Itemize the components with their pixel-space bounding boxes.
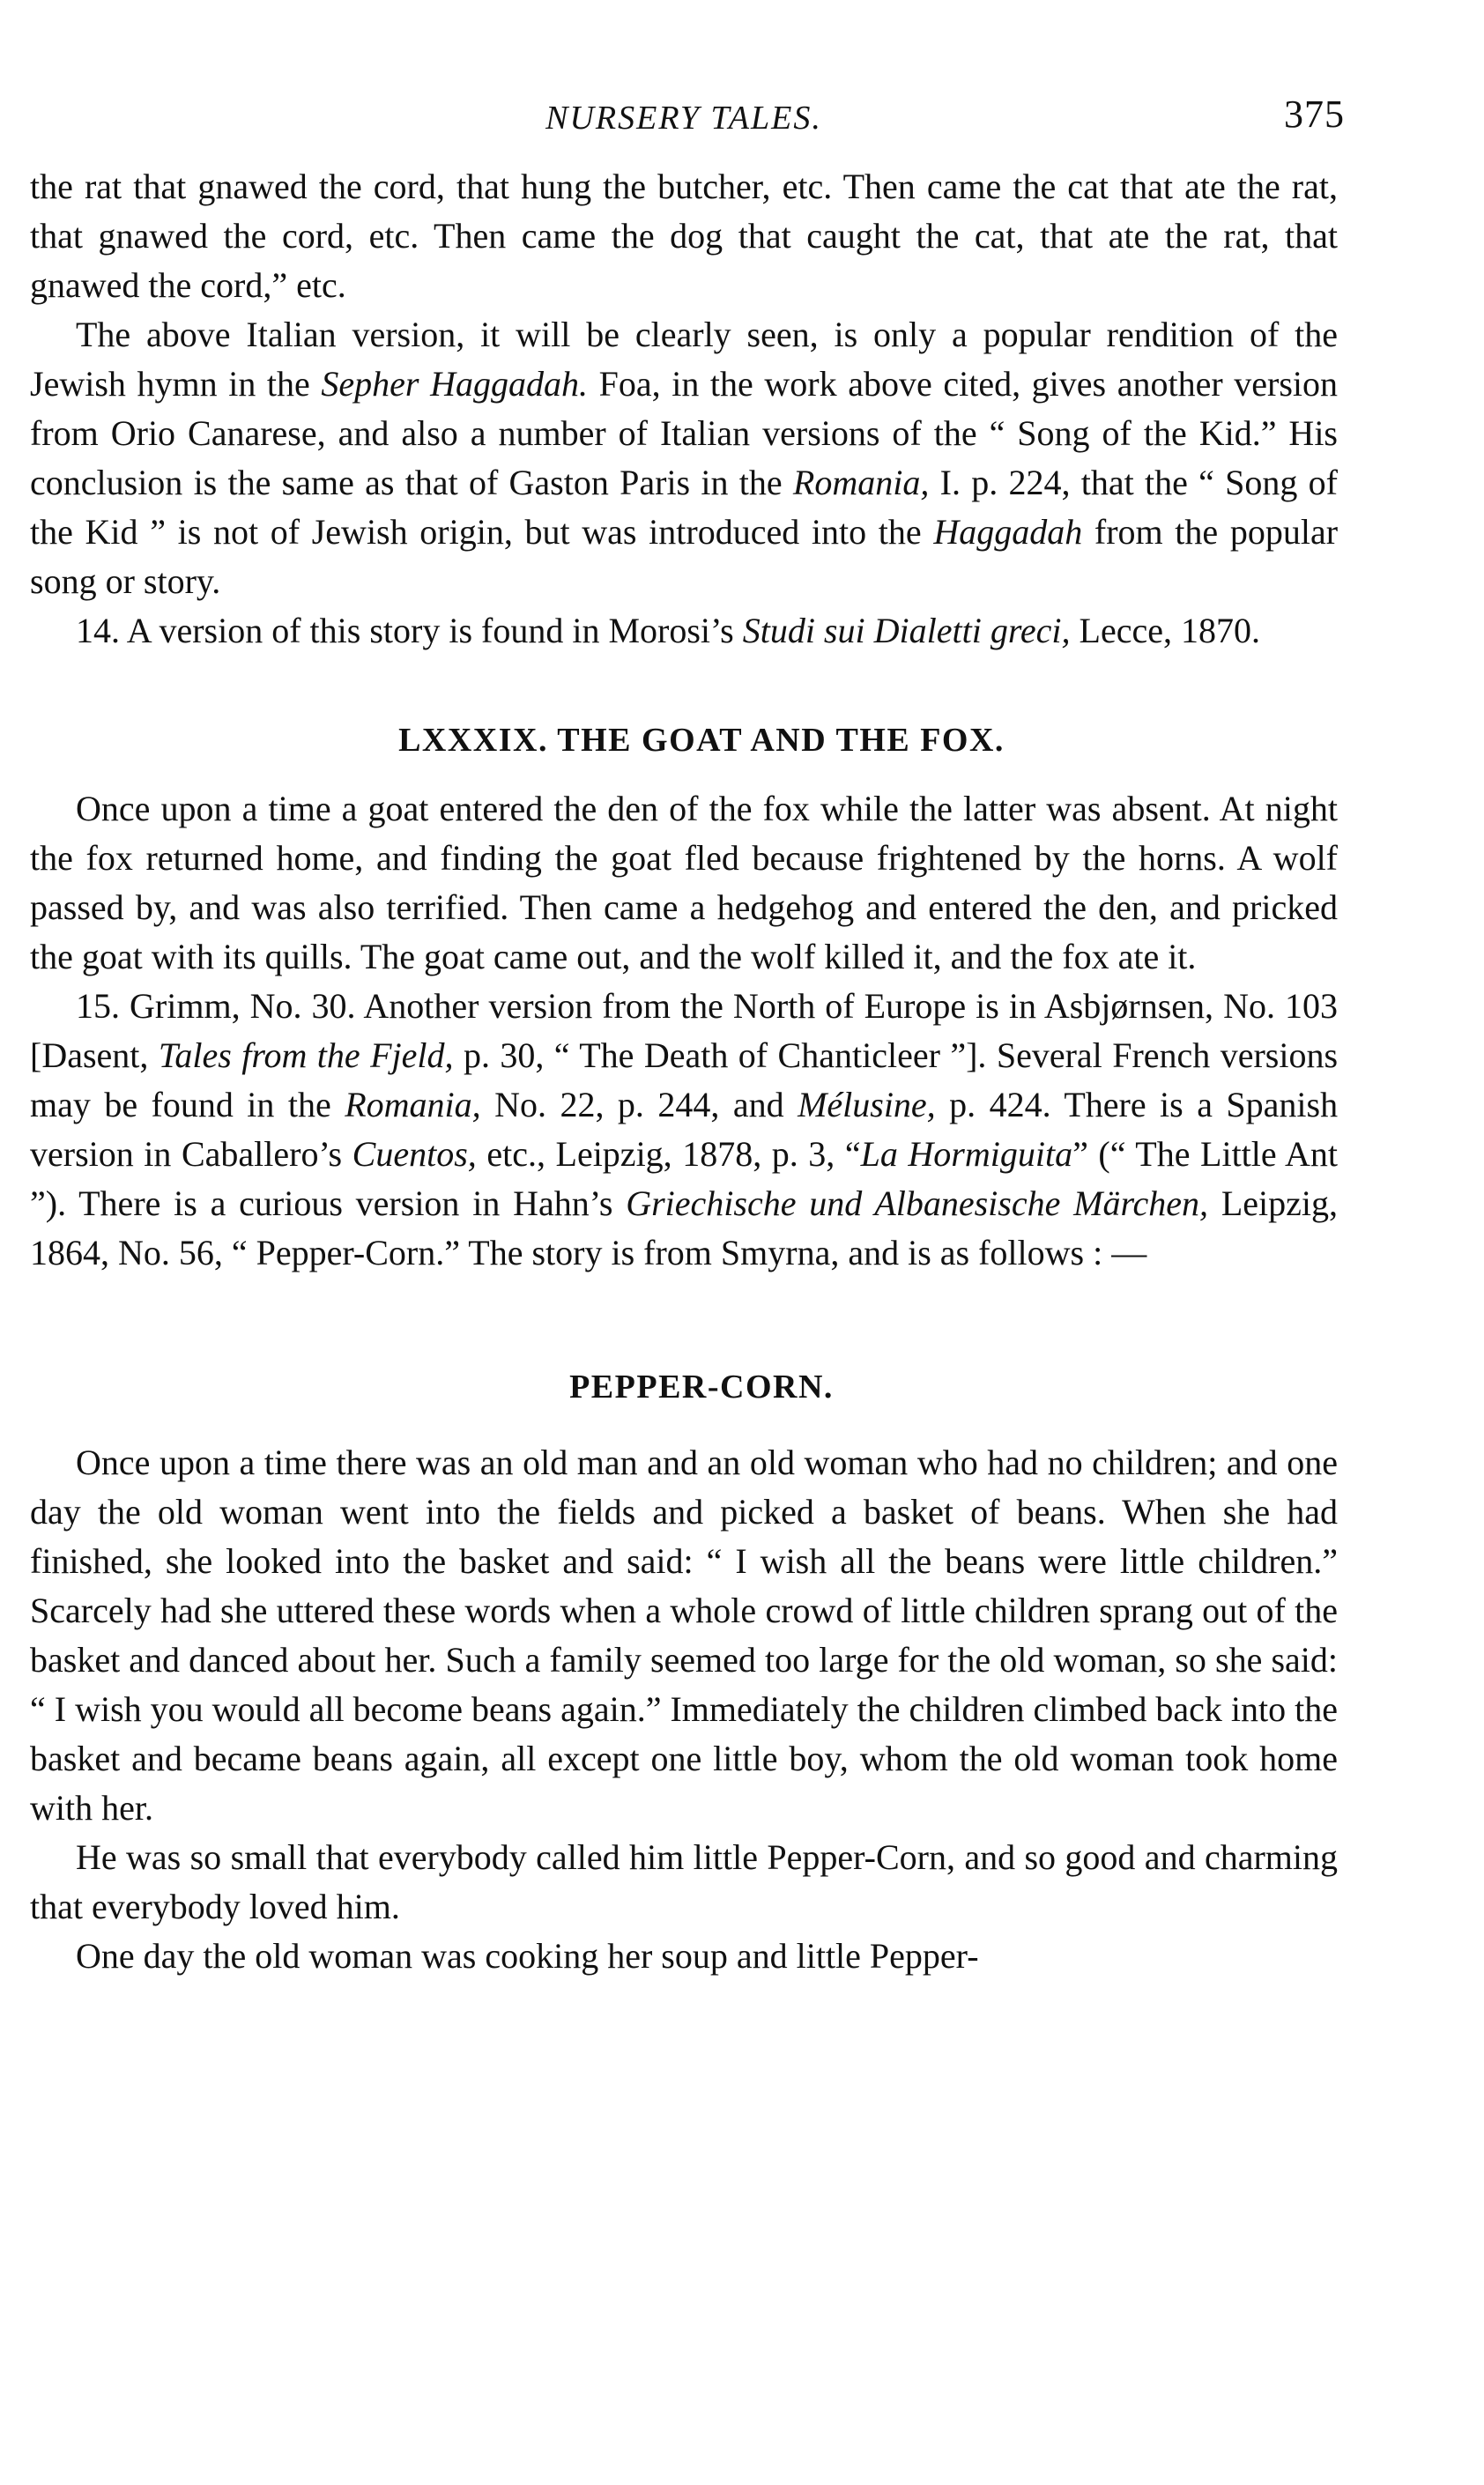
note-14: 14. A version of this story is found in Morosi’s Studi sui Dialetti greci, Lecce, 1870. <box>76 611 1260 650</box>
book-page <box>30 88 1345 1981</box>
title-sepher-haggadah: Sepher Haggadah. <box>321 364 588 404</box>
page-header <box>30 88 1345 162</box>
page-number: 375 <box>1284 93 1345 136</box>
section-title-pepper-corn: PEPPER-CORN. <box>569 1369 834 1406</box>
title-cuentos: Cuentos, <box>352 1134 477 1174</box>
paragraph-pepper-corn-2: He was so small that everybody called him little Pepper-Corn, and so good and charming that everybody loved him. <box>30 1837 1338 1926</box>
title-melusine: Mélusine, <box>798 1085 936 1124</box>
paragraph-continuation: the rat that gnawed the cord, that hung the butcher, etc. Then came the cat that ate the rat, that gnawed the cord, etc. Then came the dog that caught the cat, that ate the rat, that gnawed the cord,” etc. <box>30 167 1338 305</box>
title-tales-from-the-fjeld: Tales from the Fjeld, <box>158 1035 454 1075</box>
running-title: NURSERY TALES. <box>545 100 822 137</box>
note-15: 15. Grimm, No. 30. Another version from the North of Europe is in Asbjørnsen, No. 103 [Dasent, Tales from the Fjeld, p. 30, “ The Death of Chanticleer ”]. Several French versions may be found in the Romania, No. 22, p. 244, and Mélusine, p. 424. There is a Spanish version in Caballero’s Cuentos, etc., Leipzig, 1878, p. 3, “La Hormiguita” (“ The Little Ant ”). There is a curious version in Hahn’s Griechische und Albanesische Märchen, Leipzig, 1864, No. 56, “ Pepper-Corn.” The story is from Smyrna, and is as follows : — <box>30 986 1339 1272</box>
title-griechische-maerchen: Griechische und Albanesische Märchen, <box>626 1183 1209 1223</box>
title-haggadah: Haggadah <box>933 512 1083 552</box>
title-romania-2: Romania, <box>345 1085 481 1124</box>
section-title-goat-and-fox: LXXXIX. THE GOAT AND THE FOX. <box>398 722 1005 759</box>
title-la-hormiguita: La Hormiguita <box>860 1134 1073 1174</box>
title-romania: Romania, <box>792 463 930 502</box>
paragraph-pepper-corn-3: One day the old woman was cooking her soup and little Pepper- <box>76 1936 979 1976</box>
title-studi-sui-dialetti: Studi sui Dialetti greci, <box>742 611 1071 650</box>
paragraph-goat-and-fox: Once upon a time a goat entered the den of the fox while the latter was absent. At night the fox returned home, and finding the goat fled because frightened by the horns. A wolf passed by, and was also terrified. Then came a hedgehog and entered the den, and pricked the goat with its quills. The goat came out, and the wolf killed it, and the fox ate it. <box>30 789 1338 976</box>
paragraph-italian-version: The above Italian version, it will be clearly seen, is only a popular rendition of the Jewish hymn in the Sepher Haggadah. Foa, in the work above cited, gives another version from Orio Canarese, and also a number of Italian versions of the “ Song of the Kid.” His conclusion is the same as that of Gaston Paris in the Romania, I. p. 224, that the “ Song of the Kid ” is not of Jewish origin, but was introduced into the Haggadah from the popular song or story. <box>30 315 1339 601</box>
paragraph-pepper-corn-1: Once upon a time there was an old man and an old woman who had no children; and one day the old woman went into the fields and picked a basket of beans. When she had finished, she looked into the basket and said: “ I wish all the beans were little children.” Scarcely had she uttered these words when a whole crowd of little children sprang out of the basket and danced about her. Such a family seemed too large for the old woman, so she said: “ I wish you would all become beans again.” Immediately the children climbed back into the basket and became beans again, all except one little boy, whom the old woman took home with her. <box>30 1443 1338 1828</box>
